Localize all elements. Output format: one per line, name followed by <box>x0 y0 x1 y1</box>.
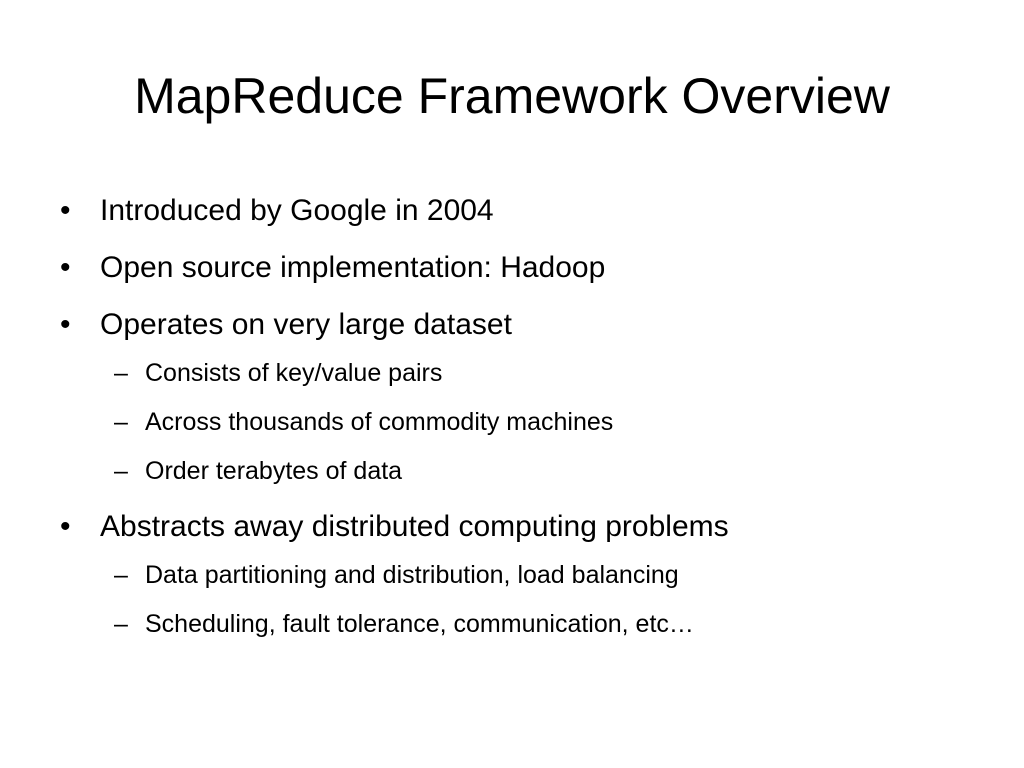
bullet-text: Open source implementation: Hadoop <box>100 251 606 284</box>
sub-bullet-text: Consists of key/value pairs <box>145 359 443 387</box>
sub-bullet-list <box>60 558 980 641</box>
sub-bullet-text: Scheduling, fault tolerance, communication, etc… <box>145 610 694 638</box>
sub-bullet-item <box>60 607 980 641</box>
sub-bullet-text: Across thousands of commodity machines <box>145 408 614 436</box>
dash-icon: – <box>114 610 128 638</box>
sub-bullet-text: Data partitioning and distribution, load balancing <box>145 561 679 589</box>
bullet-icon: • <box>60 308 71 341</box>
sub-bullet-item <box>60 454 980 488</box>
bullet-item <box>60 247 980 289</box>
bullet-icon: • <box>60 510 71 543</box>
sub-bullet-item <box>60 405 980 439</box>
sub-bullet-item <box>60 356 980 390</box>
sub-bullet-text: Order terabytes of data <box>145 457 403 485</box>
bullet-text: Operates on very large dataset <box>100 308 512 341</box>
bullet-item <box>60 506 980 548</box>
dash-icon: – <box>114 561 128 589</box>
slide-title: MapReduce Framework Overview <box>134 68 890 124</box>
bullet-list <box>60 190 980 656</box>
sub-bullet-item <box>60 558 980 592</box>
bullet-text: Abstracts away distributed computing problems <box>100 510 729 543</box>
sub-bullet-list <box>60 356 980 488</box>
bullet-item <box>60 190 980 232</box>
dash-icon: – <box>114 457 128 485</box>
dash-icon: – <box>114 408 128 436</box>
bullet-item <box>60 304 980 346</box>
bullet-icon: • <box>60 194 71 227</box>
bullet-text: Introduced by Google in 2004 <box>100 194 494 227</box>
bullet-icon: • <box>60 251 71 284</box>
sub-list-container <box>60 356 980 488</box>
sub-list-container <box>60 558 980 641</box>
dash-icon: – <box>114 359 128 387</box>
